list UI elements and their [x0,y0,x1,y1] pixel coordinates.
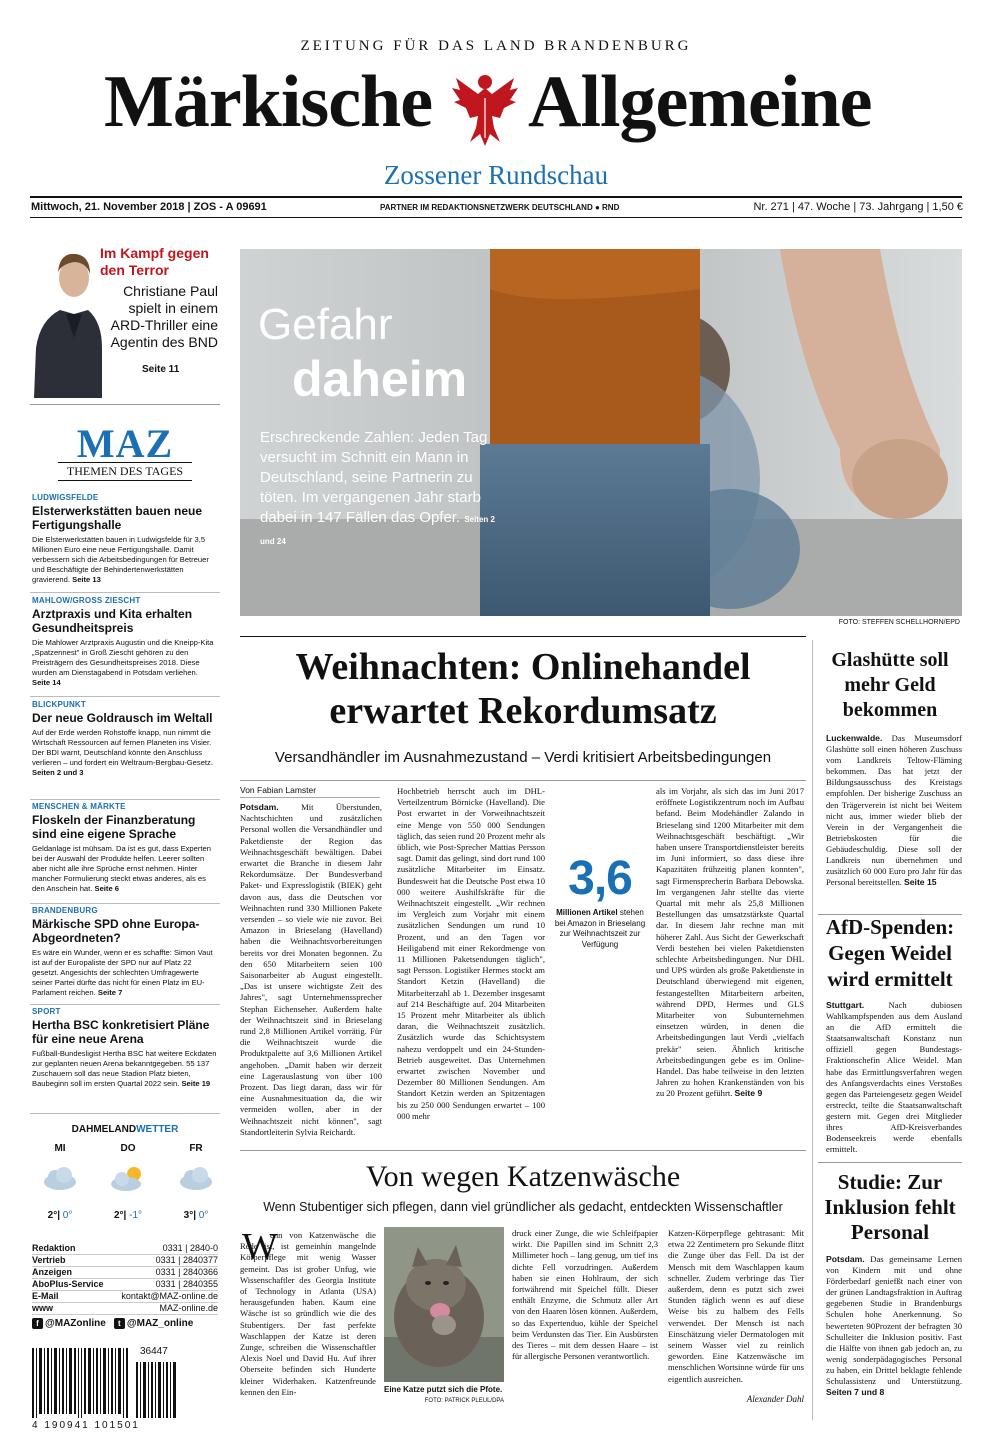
theme-story[interactable] [32,906,218,998]
dropcap: W [242,1226,278,1268]
divider [30,592,220,593]
story-body: Es wäre ein Wunder, wenn er es schaffte: Simon Vaut ist auf der Europaliste der SPD nur auf Platz 22 gesetzt. Angesichts der schlechten Umfragewerte seiner Partei dürfte das nicht für einen Platz im EU-Parlament reichen. Seite 7 [32,948,213,997]
story-body: Geldanlage ist mühsam. Da ist es gut, dass Experten bei der Auswahl der Produkte helfen. Leerer sollten aber nicht alle ihre Sprüche ernst nehmen. Hinter mancher Formulierung steckt etwas anderes, als es den Anschein hat. Seite 6 [32,844,211,893]
weather-temp: 3°| 0° [183,1210,209,1221]
lead-column-1: Potsdam. Mit Überstunden, Nachtschichten und zusätzlichen Personal wollen die Versandhändler und Paketdienste der Region das Weihnachtsgeschäft bewältigen. Dabei erwartet die Branche in diesem Jahr Rekordumsätze. Der Bundesverband Paket- und Expresslogistik (BIEK) geht davon aus, dass die Deutschen vor Weihnachten rund 330 Millionen Pakete versenden – so viele wie nie zuvor. Bei Amazon in Brieselang (Havelland) haben die Weihnachtsvorbereitungen bereits vor drei Monaten begonnen. Zu den 650 Mitarbeitern seien 100 Saisonarbeiter ab August eingestellt. „Das ist unsere wichtigste Zeit des Jahres", sagt Unternehmenssprecher Stephan Eichenseher. Außerdem halte der Weihnachtszeit sind in Brieselang rund 2,8 Millionen Artikel vorrätig. Für die Weihnachtszeit wurde die Produktpalette auf 3,6 Millionen Artikel angehoben. „Damit haben wir derzeit eine Lagerauslastung von über 100 Prozent. Das liegt daran, dass wir für eine Ausnahmesituation da, die wir vermeiden wollen, aber in der Weihnachtszeit nicht können", sagt Standortleiterin Sylvia Reichardt. [240,802,382,1137]
divider [30,696,220,697]
story-body: Fußball-Bundesligist Hertha BSC hat weitere Eckdaten zur geplanten neuen Arena bekanntgegeben. 55 137 Zuschauern soll das neue Stadion Platz bieten, Baubeginn soll im ersten Quartal 2022 sein. Seite 19 [32,1049,217,1088]
theme-story[interactable] [32,596,218,688]
contact-row: AboPlus-Service 0331 | 2840355 [32,1279,218,1289]
contact-row: Anzeigen 0331 | 2840366 [32,1267,218,1277]
divider [240,1150,806,1151]
hero-title-b: daheim [292,351,468,407]
twitter-icon: t [114,1318,125,1329]
story-kicker: LUDWIGSFELDE [32,493,99,502]
cat-photo-credit: FOTO: PATRICK PLEUL/DPA [424,1398,504,1404]
cat-column-1: enn von Katzenwäsche die Rede ist, ist gemeinhin mangelnde Körperpflege mit wenig Wasser gemeint. Das ist grober Unfug, wie Wissenschaftler des Georgia Institute of Technology in Atlanta (USA) herausgefunden haben. Kaum eine Wäsche ist so gründlich wie die des Stubentigers. Der fast perfekte Waschlappen der Katze ist deren Zunge, schreiben die Wissenschaftler Alexis Noel und David Hu. Auf ihrer Oberseite befinden sich Hunderte kleiner Widerhaken. Katzenfreunde kennen den Ein- [240,1230,376,1397]
divider [30,903,220,904]
lead-column-2: Hochbetrieb herrscht auch im DHL-Verteilzentrum Börnicke (Havelland). Die Post erwartet in der Vorweihnachtszeit eine Menge von 550 000 Sendungen täglich, das seien rund 20 Prozent mehr als üblich, wie Post-Sprecher Mattias Persson sagt. Damit das gelingt, sind dort rund 100 zusätzliche Mitarbeiter im Einsatz. Bundesweit hat die Deutsche Post etwa 10 000 weitere Aushilfskräfte für die Weihnachtszeit eingestellt. „Wir rechnen im Vergleich zum Vorjahr mit einem zusätzlichen Sendungen um rund 10 Prozent, und an den Tagen vor Heiligabend mit einer Rekordmenge von 11 Millionen Paketsendungen täglich", sagt Persson. Logistiker Hermes stockt am Standort Ketzin (Havelland) die Mitarbeiterzahl ab 1. Dezember insgesamt auf 214 Beschäftigte auf. 204 Mitarbeiten 15 Prozent mehr Mitarbeiter als üblich daran, die Weihnachtszeit zusätzlich. Zusätzlich wurde das Schichtsystem nahezu verdoppelt und ein 24-Stunden-Betrieb ausgeweitet. Das Unternehmen erwartet zwischen November und Dezember 80 Millionen Sendungen. Am Standort Ketzin werden an Spitzentagen bis zu 250 000 Sendungen erwartet – 100 000 mehr [397,786,545,1121]
right-story-headline[interactable]: Studie: Zur Inklusion fehlt Personal [824,1170,956,1244]
story-body: Auf der Erde werden Rohstoffe knapp, nun nimmt die Wirtschaft Ressourcen auf fernen Planeten ins Visier. Der BDI warnt, Deutschland könnte den Anschluss verlieren – und fordert ein Weltraum-Bergbau-Gesetz. Seiten 2 und 3 [32,728,213,777]
cat-column-2: druck einer Zunge, die wie Schleifpapier wirkt. Die Papillen sind im Schnitt 2,3 Millimeter hoch – lang genug, um tief ins dichte Fell vorzudringen. Außerdem haben sie einen Hohlraum, der sich fortwährend mit Speichel füllt. Dieser enthält Enzyme, die Schmutz aller Art von den Haaren lösen können. Außerdem, so das Expertenduo, kühle der Speichel beim Verdunsten das Tier. Ein Ausbürsten des Tieres – mit dem dessen Haare – ist für allergische Personen verantwortlich. [512,1228,658,1362]
stat-label: Millionen Artikel stehen bei Amazon in Brieselang zur Weihnachtszeit zur Verfügung [554,908,646,949]
story-headline[interactable]: Hertha BSC konkretisiert Pläne für eine neue Arena [32,1018,210,1046]
right-story-body: Luckenwalde. Das Museumsdorf Glashütte soll einen höheren Zuschuss vom Landkreis Teltow-Fläming bekommen. Das hat jetzt der Bildungsausschuss des Kreistags empfohlen. Der bisherige Zuschuss an den Trägerverein ist nicht bei Weitem nicht aus, immer wieder blieb der Verein in der Vergangenheit die Betriebskosten für die Gebäudeschuldig. Diese soll der Landkreis nun übernehmen und zusätzlich 60 000 Euro pro Jahr für das Personal bereitstellen. Seite 15 [826,733,962,888]
divider [30,404,220,405]
story-headline[interactable]: Floskeln der Finanzberatung sind eine eigene Sprache [32,813,196,841]
lead-subheadline: Versandhändler im Ausnahmezustand – Verdi kritisiert Arbeitsbedingungen [274,749,772,766]
lead-column-3: als im Vorjahr, als sich das im Juni 2017 eröffnete Logistikzentrum noch im Aufbau befand. Beim Modehändler Zalando in Brieselang sind 1200 Mitarbeiter mit dem Weihnachtsgeschäft beschäftigt. „Wir haben unsere Transportdienstleister bereits im Juni informiert, so dass diese ihre Kapazitäten frühzeitig planen konnten", sagt Firmensprecherin Barbara Debowska. Im vergangenen Jahr stellte das vierte Quartal mit mehr als 25,8 Millionen Bestellungen das umsatzstärkste Quartal dar. In diesem Jahr rechne man mit höherer Zahl. Aus Sicht der Gewerkschaft Verdi bestehen bei vielen Paketdiensten schlechte Arbeitsbedingungen. Nur DHL und UPS würden als große Paketdienste in Deutschland überwiegend mit eigenen, festangestellten Mitarbeitern arbeiten, während DPD, Hermes und GLS Mitarbeiter von Subunternehmen einsetzen würden, in denen die Arbeitsbedingungen laut Verdi „vielfach prekär" seien. Ähnlich kritische Arbeitsbedingungen gebe es im Online-Handel. Das habe teilweise in den letzten Jahren zu hohen Krankenständen von bis zu 20 Prozent geführt. Seite 9 [656,786,804,1099]
story-headline[interactable]: Der neue Goldrausch im Weltall [32,711,213,725]
theme-story[interactable] [32,802,218,894]
story-body: Die Mahlower Arztpraxis Augustin und die Kneipp-Kita „Spatzennest" in Groß Ziescht gehören zu den Preisträgern des Gesundheitspreises 2018. Diese wurden am Dienstagabend in Potsdam verliehen. Seite 14 [32,638,214,687]
story-kicker: MENSCHEN & MÄRKTE [32,802,126,811]
teaser-portrait-photo [30,238,102,398]
twitter-link[interactable]: t @MAZ_online [114,1318,193,1329]
teaser-page-ref: Seite 11 [142,364,180,375]
weather-day: MI [54,1143,66,1154]
cat-subheadline: Wenn Stubentiger sich pflegen, dann viel gründlicher als gedacht, entdeckten Wissenschaftler [263,1200,783,1214]
right-story-headline[interactable]: Glashütte soll mehr Geld bekommen [831,649,949,721]
story-kicker: SPORT [32,1007,61,1016]
story-kicker: BLICKPUNKT [32,700,86,709]
sun-cloud-icon [108,1164,148,1194]
contact-list [32,1243,218,1315]
cat-caption: Eine Katze putzt sich die Pfote. [384,1385,503,1394]
divider [30,196,962,198]
divider [240,636,806,637]
divider [30,217,962,218]
divider [812,640,813,1420]
hero-text: Erschreckende Zahlen: Jeden Tag versucht im Schnitt ein Mann in Deutschland, seine Partnerin zu töten. Im vergangenen Jahr starb dabei in 147 Fällen das Opfer. Seiten 2 und 24 [260,429,495,546]
stat-value: 3,6 [568,852,632,905]
divider [30,1113,220,1114]
cloud-icon [40,1164,80,1194]
facebook-link[interactable]: f @MAZonline [32,1318,106,1329]
divider [818,1162,962,1163]
barcode-addon: 36447 [140,1346,168,1357]
masthead-brand-right: Allgemeine [528,61,872,143]
cat-column-3: Katzen-Körperpflege gehtrasant: Mit etwa 22 Zentimetern pro Sekunde flitzt die Zunge über das Fell. Da ist der Mensch mit dem Waschlappen kaum schneller. Zudem verbringe das Tier außerdem, denn es putzt sich zwei Stunden täglich wenn es auf diese Weise bis zu halbem des Fells verwendet. Der Mensch ist nach Einschätzung vieler Dermatologen mit seinem Wasser viel zu reinlich geworden. Eine Katzenwäsche im menschlichen Wortsinne würde für uns eigentlich ausreichen. [668,1228,804,1384]
barcode-icon [32,1348,182,1420]
story-headline[interactable]: Märkische SPD ohne Europa-Abgeordneten? [32,917,200,945]
barcode-number: 4 190941 101501 [32,1420,140,1431]
social-links [32,1318,218,1329]
contact-row: Vertrieb 0331 | 2840377 [32,1255,218,1265]
cloud-icon [176,1164,216,1194]
story-headline[interactable]: Arztpraxis und Kita erhalten Gesundheitspreis [32,607,193,635]
partner-note: PARTNER IM REDAKTIONSNETZWERK DEUTSCHLAND ● RND [380,203,620,212]
masthead-tagline: ZEITUNG FÜR DAS LAND BRANDENBURG [300,38,692,54]
facebook-icon: f [32,1318,43,1329]
hero-photo-credit: FOTO: STEFFEN SCHELLHORN/EPD [838,619,960,626]
divider [30,1004,220,1005]
contact-row[interactable]: www MAZ-online.de [32,1303,218,1313]
edition-title: Zossener Rundschau [383,160,609,190]
issue-number-price: Nr. 271 | 47. Woche | 73. Jahrgang | 1,50 € [753,201,963,213]
maz-logo: MAZ [76,421,174,466]
teaser-headline[interactable]: Im Kampf gegen den Terror [100,245,209,278]
right-story-body: Potsdam. Das gemeinsame Lernen von Kindern mit und ohne Förderbedarf geniefßt nach einer von der grünen Landtagsfraktion in Auftrag gegebenen Studie in Brandenburgs Schulen hohe Anerkennung. So bewerteten 90Prozent der befragten 30 Schulleiter die Inklusion positiv. Fast die Hälfte von ihnen gab jedoch an, zu wenig sonderpädagogisches Personal zu haben, ein Drittel beklagte fehlende Schulassistenz und Unterstützung. Seiten 7 und 8 [826,1254,962,1398]
teaser-text: Christiane Paul spielt in einem ARD-Thriller eine Agentin des BND [110,283,218,350]
divider [30,799,220,800]
weather-day: FR [189,1143,203,1154]
story-kicker: MAHLOW/GROSS ZIESCHT [32,596,141,605]
weather-temp: 2°| -1° [113,1210,143,1221]
cat-photo[interactable] [384,1227,504,1382]
theme-story[interactable] [32,700,218,778]
weather-day: DO [120,1143,136,1154]
eagle-crest-icon [448,68,522,150]
right-story-body: Stuttgart. Nach dubiosen Wahlkampfspenden aus dem Ausland an die AfD ermittelt die Staatsanwaltschaft Konstanz nun offiziell gegen Bundestags-Fraktionschefin Alice Weidel. Man habe das Ermittlungsverfahren wegen des Anfangsverdachts eines Verstoßes gegen das Parteiengesetz gegen Weidel erstreckt, teilte die Staatsanwaltschaft gestern mit. Gegen drei Mitglieder ihres AfD-Kreisverbandes Bodenseekreis werde ebenfalls ermittelt. [826,1000,962,1155]
contact-row[interactable]: E-Mail kontakt@MAZ-online.de [32,1291,218,1301]
cat-author: Alexander Dahl [746,1394,804,1404]
weather-title: DAHMELANDWETTER [71,1124,179,1135]
story-headline[interactable]: Elsterwerkstätten bauen neue Fertigungshalle [32,504,203,532]
story-kicker: BRANDENBURG [32,906,98,915]
theme-story[interactable] [32,1007,218,1089]
right-story-headline[interactable]: AfD-Spenden: Gegen Weidel wird ermittelt [825,915,955,991]
issue-date: Mittwoch, 21. November 2018 | ZOS - A 09691 [31,201,267,213]
hero-title-a: Gefahr [258,300,393,349]
masthead-brand-left: Märkische [104,61,433,143]
byline: Von Fabian Lamster [240,785,380,798]
themes-subtitle: THEMEN DES TAGES [58,462,192,481]
weather-temp: 2°| 0° [47,1210,73,1221]
contact-row: Redaktion 0331 | 2840-0 [32,1243,218,1253]
story-body: Die Elsterwerkstätten bauen in Ludwigsfelde für 3,5 Millionen Euro eine neue Fertigungshalle. Damit verbessern sich die Arbeitsbedingungen für Betreuer und Beschäftigte der Behindertenwerkstätten gravierend. Seite 13 [32,535,209,584]
divider [240,780,806,781]
theme-story[interactable] [32,493,218,585]
lead-headline[interactable]: Weihnachten: Onlinehandel erwartet Rekordumsatz [295,646,751,732]
cat-headline[interactable]: Von wegen Katzenwäsche [365,1160,681,1193]
